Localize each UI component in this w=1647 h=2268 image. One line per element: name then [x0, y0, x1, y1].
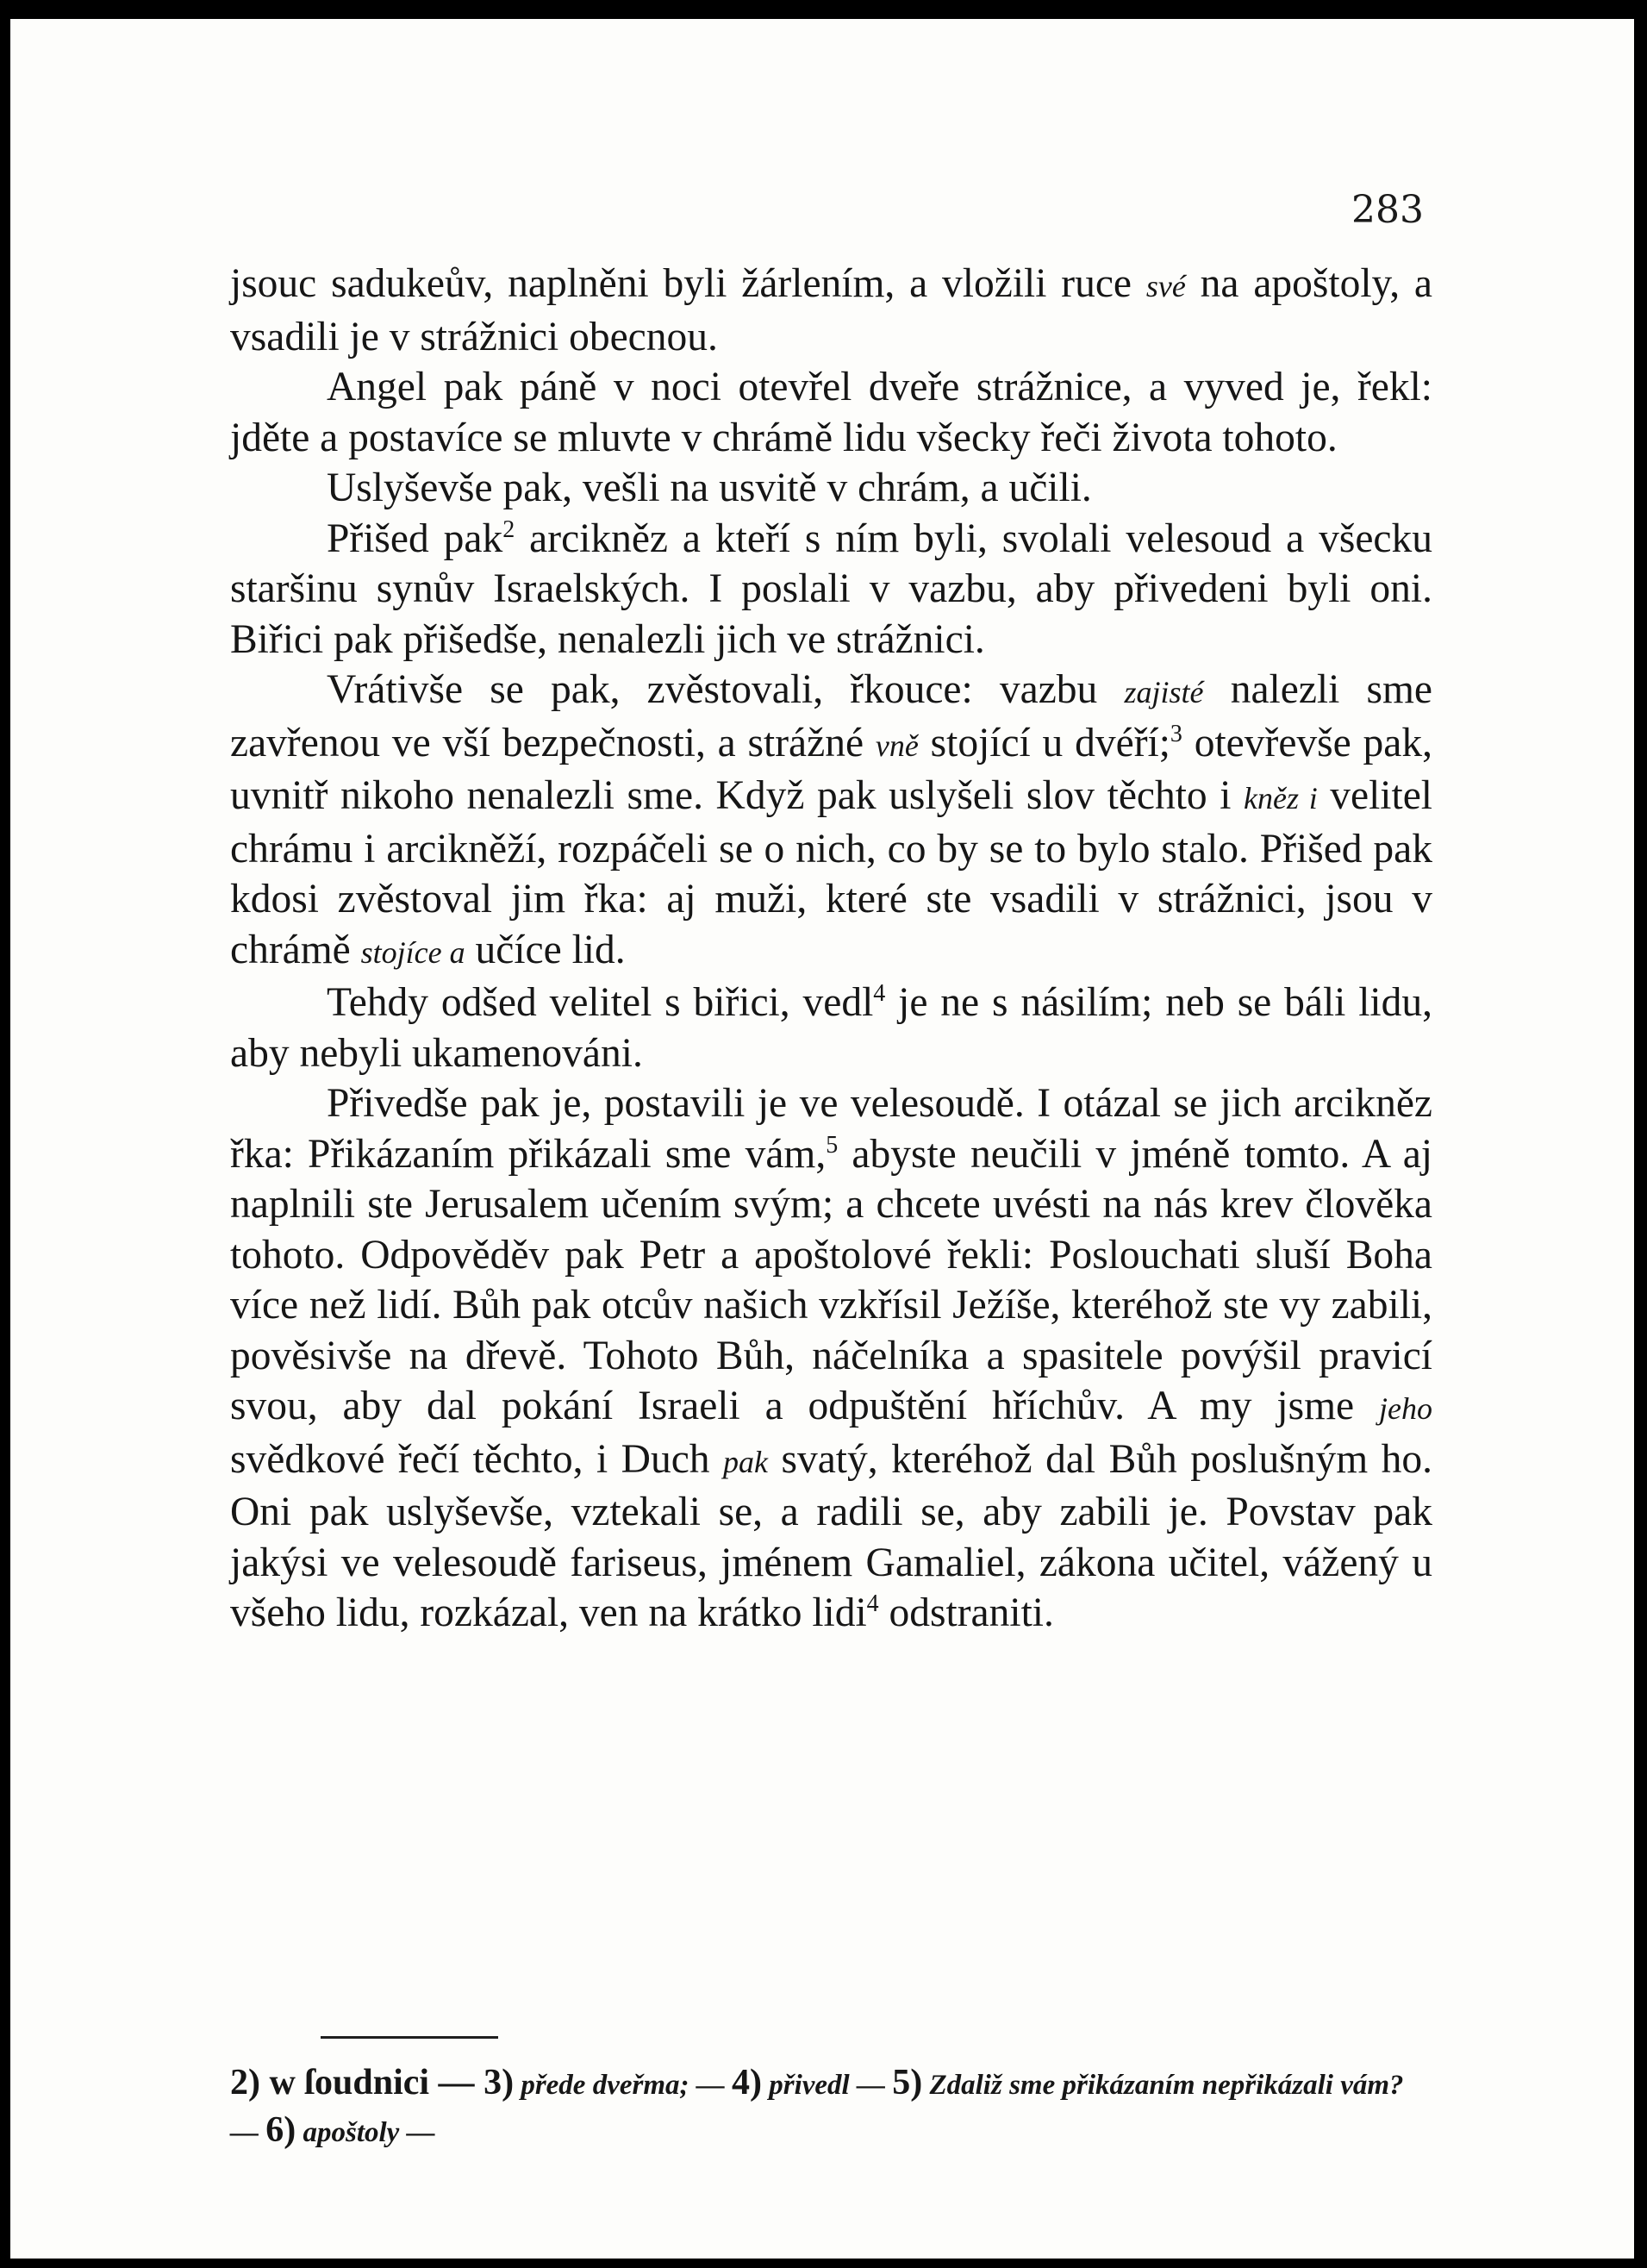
main-text [230, 259, 1432, 1639]
text-run: je ne s násilím; neb se báli lidu, aby nebyli ukamenováni. [230, 980, 1432, 1076]
footnote-ref: 4 [873, 980, 886, 1008]
text-run: na apoštoly, a vsadili je v strážnici obecnou. [230, 261, 1432, 359]
footnote-text: přivedl — [762, 2070, 893, 2101]
footnotes [230, 2060, 1432, 2155]
footnote-ref: 2 [502, 515, 515, 543]
footnote-text: přede dveřma; — [514, 2070, 732, 2101]
footnote-text: w ſoudnici — [260, 2063, 484, 2102]
footnote-mark: 6) [265, 2110, 296, 2150]
text-run: nalezli sme zavřenou ve vší bezpečnosti, a strážné [230, 667, 1432, 765]
footnote-mark: 4) [732, 2063, 762, 2102]
text-run: velitel chrámu i arcikněží, rozpáčeli se o nich, co by se to bylo stalo. Přišed pak kdosi zvěstoval jim řka: aj muži, které ste vsadili v strážnici, jsou v chrámě [230, 773, 1432, 972]
text-run: Tehdy odšed velitel s biřici, vedl [327, 980, 874, 1025]
paragraph-2: Angel pak páně v noci otevřel dveře strážnice, a vyved je, řekl: jděte a postavíce se mluvte v chrámě lidu všecky řeči života tohoto. [230, 365, 1432, 460]
text-run: Vrátivše se pak, zvěstovali, řkouce: vazbu [327, 667, 1125, 712]
text-run: Přivedše pak je, postavili je ve velesoudě. I otázal se jich arcikněz řka: Přikázaním přikázali sme vám, [230, 1081, 1432, 1177]
paragraph-1 [230, 259, 1432, 362]
footnote-mark: 5) [892, 2063, 923, 2102]
italic-insertion: stojíce a [360, 934, 465, 970]
text-run: svědkové řečí těchto, i Duch [230, 1436, 724, 1482]
footnote-ref: 3 [1170, 720, 1182, 747]
text-run: stojící u dvéří; [918, 720, 1170, 765]
paragraph-4 [230, 514, 1432, 665]
text-run: otevřevše pak, uvnitř nikoho nenalezli sme. Když pak uslyšeli slov těchto i [230, 720, 1432, 818]
text-run: arcikněz a kteří s ním byli, svolali velesoud a všecku staršinu synův Israelských. I poslali v vazbu, aby přivedeni byli oni. Biřici pak přišedše, nenalezli jich ve strážnici. [230, 515, 1432, 662]
italic-insertion: vně [875, 728, 919, 763]
italic-insertion: pak [723, 1444, 768, 1479]
text-run: svatý, kteréhož dal Bůh poslušným ho. Oni pak uslyševše, vztekali se, a radili se, aby zabili je. Povstav pak jakýsi ve velesoudě fariseus, jménem Gamaliel, zákona učitel, vážený u všeho lidu, rozkázal, ven na krátko lidi [230, 1436, 1432, 1635]
text-run: učíce lid. [465, 927, 626, 972]
footnote-divider [321, 2036, 498, 2039]
footnote-ref: 5 [826, 1131, 839, 1159]
text-run: abyste neučili v jméně tomto. A aj naplnili ste Jerusalem učením svým; a chcete uvésti na nás krev člověka tohoto. Odpověděv pak Petr a apoštolové řekli: Poslouchati sluší Boha více než lidí. Bůh pak otcův našich vzkřísil Ježíše, kteréhož ste vy zabili, pověsivše na dřevě. Tohoto Bůh, náčelníka a spasitele povýšil pravicí svou, aby dal pokání Israeli a odpuštění hříchův. A my jsme [230, 1131, 1432, 1428]
italic-insertion: jeho [1379, 1391, 1432, 1426]
footnote-mark: 2) [230, 2063, 260, 2102]
italic-insertion: své [1145, 269, 1186, 303]
paragraph-5 [230, 665, 1432, 978]
text-run: jsouc sadukeův, naplněni byli žárlením, a vložili ruce [230, 261, 1146, 306]
page-number: 283 [1351, 188, 1424, 232]
paragraph-3: Uslyševše pak, vešli na usvitě v chrám, a učili. [327, 465, 1092, 510]
paragraph-7 [230, 1078, 1432, 1639]
text-run: Přišed pak [327, 515, 503, 561]
text-run: odstraniti. [878, 1590, 1054, 1635]
italic-insertion: kněz i [1244, 781, 1318, 815]
footnote-mark: 3) [483, 2063, 515, 2102]
paragraph-6 [230, 978, 1432, 1078]
book-page [10, 19, 1634, 2259]
footnote-ref: 4 [866, 1590, 879, 1618]
italic-insertion: zajisté [1124, 675, 1204, 709]
footnote-text: Zdaliž sme přikázaním nepřikázali vám? — [230, 2070, 1404, 2148]
footnote-text: apoštoly — [296, 2117, 435, 2148]
